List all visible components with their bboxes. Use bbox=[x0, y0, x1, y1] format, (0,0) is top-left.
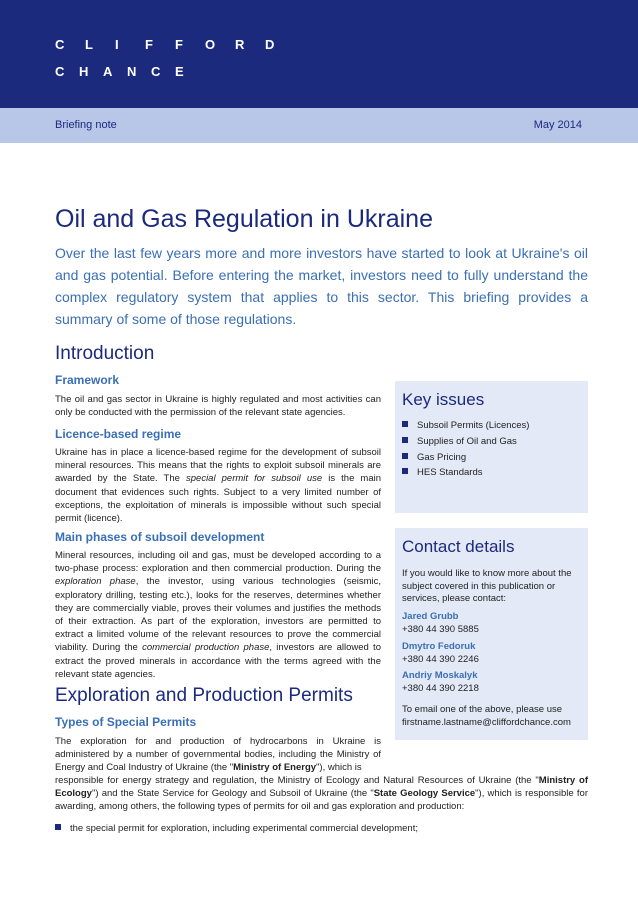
contact-phone: +380 44 390 5885 bbox=[402, 624, 479, 635]
text-run: is the main document that evidences such rights. Subject to a very limited number of exceptions, the exploitation of minerals is impossible without such special permit (licence). bbox=[55, 473, 382, 525]
paragraph-framework: The oil and gas sector in Ukraine is highly regulated and most activities can only be conducted with the permission of the relevant state agencies. bbox=[55, 394, 381, 419]
text-run: , the investor, using various technologies (seismic, exploratory drilling, testing etc.), looks for the reserves, determines whether they are commercially viable, proves their volumes and justifies the methods of their extraction. As part of the exploration, investors are permitted to extract a limited volume of the relevant resources to prove the commercial viability. During the bbox=[55, 576, 381, 654]
contact-phone: +380 44 390 2218 bbox=[402, 683, 479, 694]
paragraph-licence-regime bbox=[55, 446, 381, 525]
subheading-framework: Framework bbox=[55, 373, 120, 387]
bullet-square-icon bbox=[402, 468, 408, 474]
text-run: Ukraine has in place a licence-based regime for the development of subsoil mineral resources. This means that the rights to exploit subsoil minerals are awarded by the State. The bbox=[55, 447, 381, 485]
document-title: Oil and Gas Regulation in Ukraine bbox=[55, 205, 433, 233]
bullet-square-icon bbox=[402, 453, 408, 459]
text-emphasis: exploration phase bbox=[55, 576, 136, 588]
text-run: ") and the State Service for Geology and Subsoil of Ukraine (the " bbox=[91, 788, 374, 800]
paragraph-permits-wide bbox=[55, 774, 588, 814]
intro-paragraph: Over the last few years more and more investors have started to look at Ukraine's oil and gas potential. Before entering the market, investors need to fully understand the complex regulatory system that applies to this sector. This briefing provides a summary of some of those regulations. bbox=[55, 245, 588, 327]
bullet-text: the special permit for exploration, including experimental commercial development; bbox=[70, 823, 418, 834]
contact-phone: +380 44 390 2246 bbox=[402, 654, 479, 665]
brand-logo-line-1 bbox=[55, 37, 295, 52]
text-bold: Ministry of Energy bbox=[233, 762, 317, 774]
key-issue-text: Subsoil Permits (Licences) bbox=[417, 420, 530, 431]
bullet-square-icon bbox=[55, 824, 61, 830]
key-issue-text: HES Standards bbox=[417, 467, 483, 478]
logo-letter: E bbox=[175, 64, 184, 79]
brand-logo-line-2 bbox=[55, 64, 199, 79]
logo-letter: F bbox=[145, 37, 153, 52]
contact-name: Andriy Moskalyk bbox=[402, 670, 478, 681]
text-run: "), which is bbox=[316, 762, 362, 774]
paragraph-permits-narrow bbox=[55, 735, 381, 775]
bullet-square-icon bbox=[402, 421, 408, 427]
text-run: responsible for energy strategy and regulation, the Ministry of Ecology and Natural Resources of Ukraine (the " bbox=[55, 775, 539, 786]
briefing-date: May 2014 bbox=[533, 119, 582, 131]
logo-letter: N bbox=[127, 64, 137, 79]
key-issue-item bbox=[402, 452, 466, 463]
logo-letter: L bbox=[85, 37, 93, 52]
logo-letter: C bbox=[55, 37, 65, 52]
text-bold: State Geology Service bbox=[373, 788, 476, 800]
logo-letter: H bbox=[79, 64, 89, 79]
contact-name: Dmytro Fedoruk bbox=[402, 641, 476, 652]
bullet-square-icon bbox=[402, 437, 408, 443]
contact-email-address: firstname.lastname@cliffordchance.com bbox=[402, 717, 571, 728]
key-issue-item bbox=[402, 467, 482, 478]
text-run: Mineral resources, including oil and gas, must be developed according to a two-phase process: exploration and then commercial production. During the bbox=[55, 550, 381, 575]
logo-letter: D bbox=[265, 37, 275, 52]
contact-name: Jared Grubb bbox=[402, 611, 459, 622]
key-issue-item bbox=[402, 420, 529, 431]
logo-letter: I bbox=[115, 37, 119, 52]
contact-heading: Contact details bbox=[402, 537, 515, 556]
text-bold: Ministry of Ecology bbox=[55, 775, 589, 800]
text-emphasis: commercial production phase bbox=[142, 642, 270, 654]
contact-intro: If you would like to know more about the subject covered in this publication or services, please contact: bbox=[402, 568, 572, 604]
bullet-item bbox=[55, 822, 588, 835]
contact-email-instructions: To email one of the above, please use bbox=[402, 704, 563, 715]
briefing-label: Briefing note bbox=[55, 119, 117, 131]
section-heading-introduction: Introduction bbox=[55, 343, 155, 364]
logo-letter: A bbox=[103, 64, 113, 79]
logo-letter: O bbox=[205, 37, 216, 52]
briefing-band bbox=[0, 108, 638, 143]
key-issue-text: Supplies of Oil and Gas bbox=[417, 436, 517, 447]
paragraph-main-phases bbox=[55, 549, 381, 681]
subheading-special-permits: Types of Special Permits bbox=[55, 715, 197, 729]
section-heading-permits: Exploration and Production Permits bbox=[55, 685, 353, 706]
text-emphasis: special permit for subsoil use bbox=[186, 473, 323, 485]
key-issues-heading: Key issues bbox=[402, 390, 485, 409]
brand-header bbox=[0, 0, 638, 108]
text-run: The exploration for and production of hydrocarbons in Ukraine is administered by a number of governmental bodies, including the Ministry of Energy and Coal Industry of Ukraine (the " bbox=[55, 736, 381, 774]
subheading-licence-regime: Licence-based regime bbox=[55, 427, 182, 441]
text-run: , investors are allowed to extract the proved minerals in accordance with the terms agreed with the relevant state agencies. bbox=[55, 642, 381, 680]
key-issue-text: Gas Pricing bbox=[417, 452, 467, 463]
logo-letter: F bbox=[175, 37, 183, 52]
text-run: "), which is responsible for awarding, among others, the following types of permits for oil and gas exploration and production: bbox=[55, 788, 588, 813]
key-issue-item bbox=[402, 436, 517, 447]
logo-letter: R bbox=[235, 37, 245, 52]
subheading-main-phases: Main phases of subsoil development bbox=[55, 530, 265, 544]
logo-letter: C bbox=[55, 64, 65, 79]
logo-letter: C bbox=[151, 64, 161, 79]
